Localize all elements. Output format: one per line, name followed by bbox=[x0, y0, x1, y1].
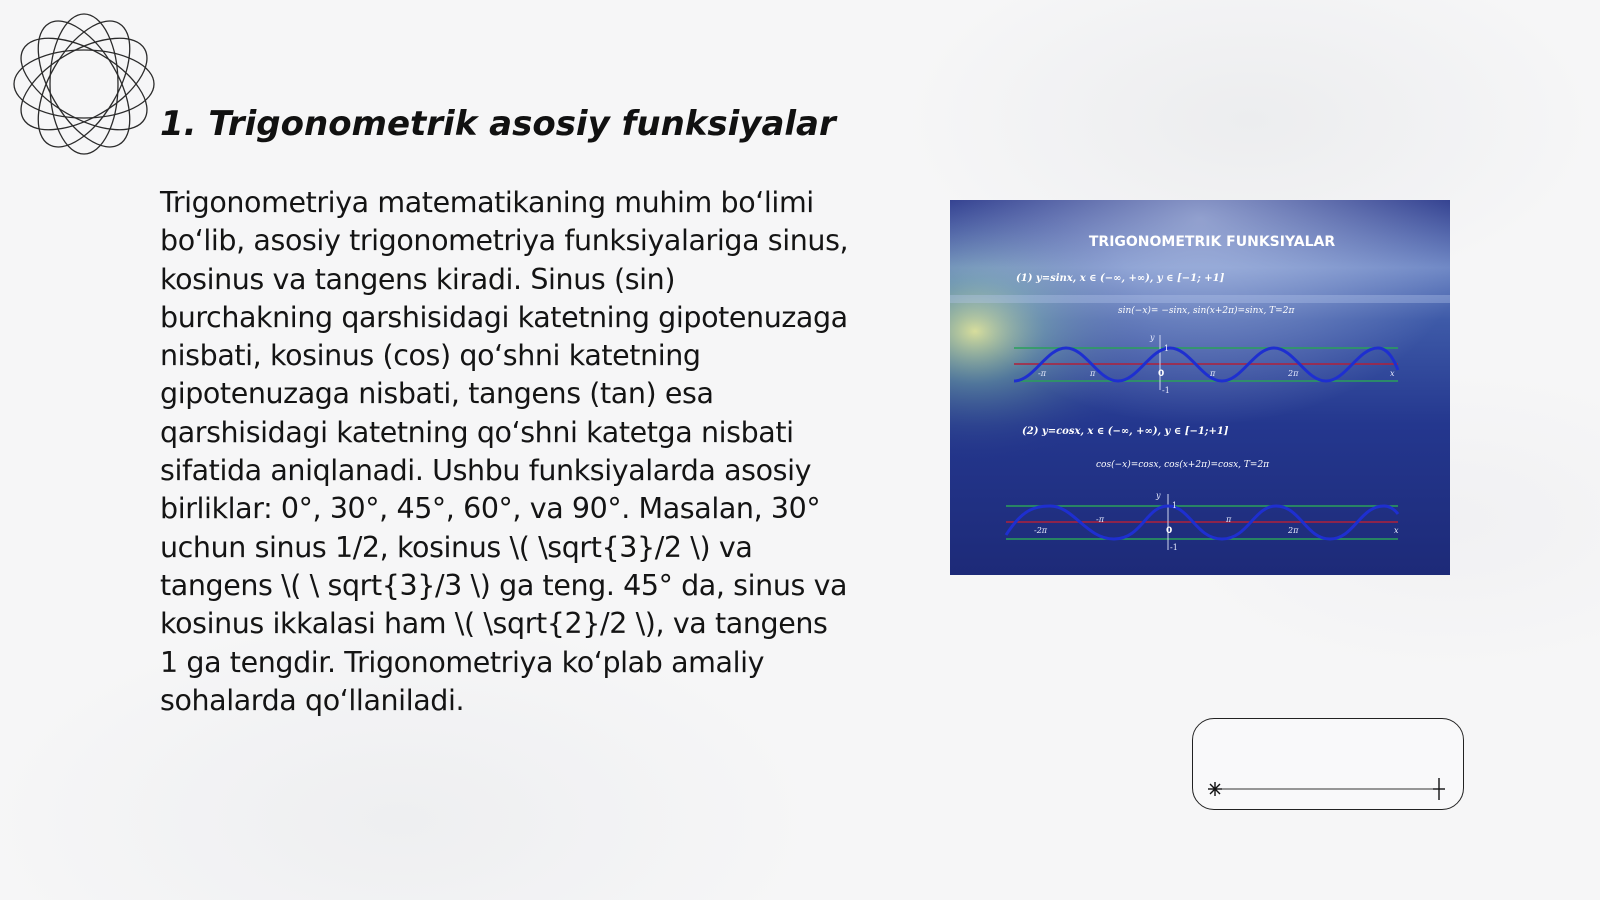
picture-formula-2: (2) y=cosx, x ∈ (−∞, +∞), y ∈ [−1;+1] bbox=[1022, 426, 1229, 437]
svg-text:x: x bbox=[1390, 369, 1395, 378]
svg-text:-2π: -2π bbox=[1034, 526, 1048, 535]
slide-body-text: Trigonometriya matematikaning muhim bo‘limi bo‘lib, asosiy trigonometriya funksiyalariga sinus, kosinus va tangens kiradi. Sinus (sin) burchakning qarshisidagi katetning gipotenuzaga nisbati, kosinus (cos) qo‘shni katetning gipotenuzaga nisbati, tangens (tan) esa qarshisidagi katetning qo‘shni katetga nisbati sifatida aniqlanadi. Ushbu funksiyalarda asosiy birliklar: 0°, 30°, 45°, 60°, va 90°. Masalan, 30° uchun sinus 1/2, kosinus \( \sqrt{3}/2 \) va tangens \( \ sqrt{3}/3 \) ga teng. 45° da, sinus va kosinus ikkalasi ham \( \sqrt{2}/2 \), va tangens 1 ga tengdir. Trigonometriya ko‘plab amaliy sohalarda qo‘llaniladi. bbox=[160, 186, 849, 717]
svg-text:-π: -π bbox=[1038, 369, 1046, 378]
svg-text:1: 1 bbox=[1172, 501, 1178, 510]
svg-text:π: π bbox=[1226, 515, 1232, 524]
slide-title: 1. Trigonometrik asosiy funksiyalar bbox=[160, 104, 836, 144]
svg-text:π: π bbox=[1210, 369, 1216, 378]
svg-text:0: 0 bbox=[1166, 526, 1173, 536]
picture-formula-1: (1) y=sinx, x ∈ (−∞, +∞), y ∈ [−1; +1] bbox=[1016, 273, 1225, 284]
plus-cross-icon bbox=[1433, 778, 1445, 800]
svg-text:y: y bbox=[1156, 491, 1161, 500]
picture-heading: TRIGONOMETRIK FUNKSIYALAR bbox=[1088, 234, 1336, 250]
svg-text:π: π bbox=[1090, 369, 1096, 378]
svg-text:0: 0 bbox=[1158, 369, 1165, 379]
svg-text:2π: 2π bbox=[1288, 369, 1299, 378]
svg-text:1: 1 bbox=[1164, 344, 1170, 353]
svg-text:y: y bbox=[1150, 333, 1155, 342]
svg-text:-1: -1 bbox=[1162, 386, 1170, 395]
svg-text:x: x bbox=[1394, 526, 1399, 535]
picture-property-1: sin(−x)= −sinx, sin(x+2π)=sinx, T=2π bbox=[1118, 306, 1295, 316]
rosette-logo-icon bbox=[8, 8, 160, 160]
svg-text:-π: -π bbox=[1096, 515, 1104, 524]
picture-property-2: cos(−x)=cosx, cos(x+2π)=cosx, T=2π bbox=[1096, 460, 1270, 470]
trig-functions-image bbox=[950, 200, 1450, 575]
svg-text:2π: 2π bbox=[1288, 526, 1299, 535]
svg-text:-1: -1 bbox=[1170, 543, 1178, 552]
starburst-icon bbox=[1208, 782, 1222, 796]
decorative-line-box bbox=[1192, 718, 1464, 810]
